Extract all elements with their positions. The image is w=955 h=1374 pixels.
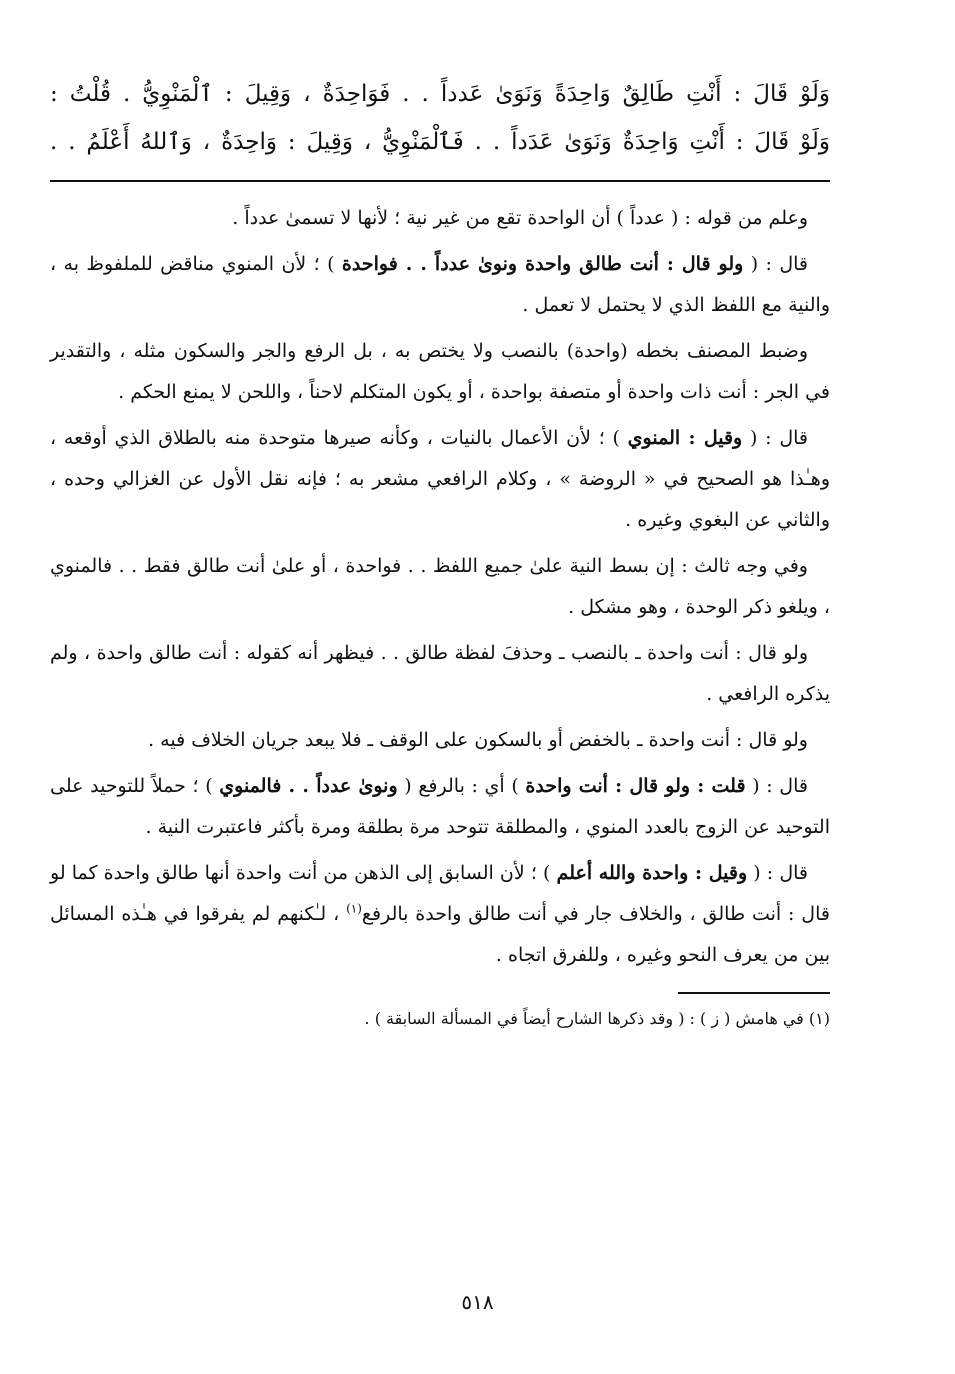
- paragraph-text: ، لـٰكنهم لم يفرقوا في هـٰذه المسائل بين من يعرف النحو وغيره ، وللفرق اتجاه .: [50, 903, 830, 966]
- page-number: ٥١٨: [461, 1290, 494, 1314]
- quoted-matn: ونوىٰ عدداً . . فالمنوي: [219, 775, 398, 797]
- paragraph-6: ولو قال : أنت واحدة ـ بالنصب ـ وحذفَ لفظة طالق . . فيظهر أنه كقوله : أنت طالق واحدة ، ولم يذكره الرافعي .: [50, 642, 830, 705]
- quoted-matn: قلت : ولو قال : أنت واحدة: [525, 775, 746, 797]
- paragraph-text: ) ؛ لأن الأعمال بالنيات ، وكأنه صيرها متوحدة منه بالطلاق الذي أوقعه ، وهـٰذا هو الصحيح في « الروضة » ، وكلام الرافعي مشعر به ؛ فإنه نقل الأول عن الغزالي وحده ، والثاني عن البغوي وغيره .: [50, 427, 830, 531]
- paragraph-2: [50, 244, 830, 326]
- paragraph-text: قال : (: [745, 775, 808, 797]
- paragraph-5: وفي وجه ثالث : إن بسط النية علىٰ جميع اللفظ . . فواحدة ، أو علىٰ أنت طالق فقط . . فالمنوي ، ويلغو ذكر الوحدة ، وهو مشكل .: [50, 555, 830, 618]
- matn-line-1: وَلَوْ قَالَ : أَنْتِ طَالِقٌ وَاحِدَةً وَنَوَىٰ عَدداً . . فَوَاحِدَةٌ ، وَقِيلَ : ٱلْمَنْوِيُّ . قُلْتُ :: [50, 81, 830, 107]
- paragraph-text: قال : (: [742, 427, 808, 449]
- paragraph-3: وضبط المصنف بخطه (واحدة) بالنصب ولا يختص به ، بل الرفع والجر والسكون مثله ، والتقدير في الجر : أنت ذات واحدة أو متصفة بواحدة ، أو يكون المتكلم لاحناً ، واللحن لا يمنع الحكم .: [50, 340, 830, 403]
- paragraph-text: ) ؛ لأن المنوي مناقض للملفوظ به ، والنية مع اللفظ الذي لا يحتمل لا تعمل .: [50, 253, 830, 316]
- matn-block: [50, 70, 830, 166]
- paragraph-9: [50, 853, 830, 976]
- paragraph-4: [50, 418, 830, 541]
- book-page: [50, 70, 830, 1034]
- paragraph-8: [50, 766, 830, 848]
- footnote-marker[interactable]: (١): [346, 901, 362, 916]
- commentary-block: [50, 198, 830, 976]
- matn-line-2: وَلَوْ قَالَ : أَنْتِ وَاحِدَةٌ وَنَوَىٰ عَدَداً . . فَٱلْمَنْوِيُّ ، وَقِيلَ : وَاحِدَةٌ ، وَٱللهُ أَعْلَمُ . .: [50, 129, 830, 155]
- paragraph-text: ) ؛ لأن السابق إلى الذهن من أنت واحدة أنها طالق واحدة كما لو قال : أنت طالق ، والخلاف جار في أنت طالق واحدة بالرفع: [50, 862, 830, 925]
- footnote: (١) في هامش ( ز ) : ( وقد ذكرها الشارح أيضاً في المسألة السابقة ) .: [364, 1009, 830, 1028]
- paragraph-text: قال : (: [743, 253, 808, 275]
- quoted-matn: وقيل : المنوي: [627, 427, 743, 449]
- paragraph-text: ) ؛ حملاً للتوحيد على التوحيد عن الزوج بالعدد المنوي ، والمطلقة تتوحد مرة بطلقة ومرة بأكثر فاعتبرت النية .: [50, 775, 830, 838]
- paragraph-1: وعلم من قوله : ( عدداً ) أن الواحدة تقع من غير نية ؛ لأنها لا تسمىٰ عدداً .: [232, 207, 808, 229]
- quoted-matn: ولو قال : أنت طالق واحدة ونوىٰ عدداً . . فواحدة: [341, 253, 744, 275]
- paragraph-7: ولو قال : أنت واحدة ـ بالخفض أو بالسكون على الوقف ـ فلا يبعد جريان الخلاف فيه .: [148, 729, 808, 751]
- paragraph-text: ) أي : بالرفع (: [397, 775, 526, 797]
- footnote-rule: [678, 992, 830, 994]
- quoted-matn: وقيل : واحدة والله أعلم: [556, 862, 748, 884]
- separator-rule: [50, 180, 830, 182]
- paragraph-text: قال : (: [747, 862, 808, 884]
